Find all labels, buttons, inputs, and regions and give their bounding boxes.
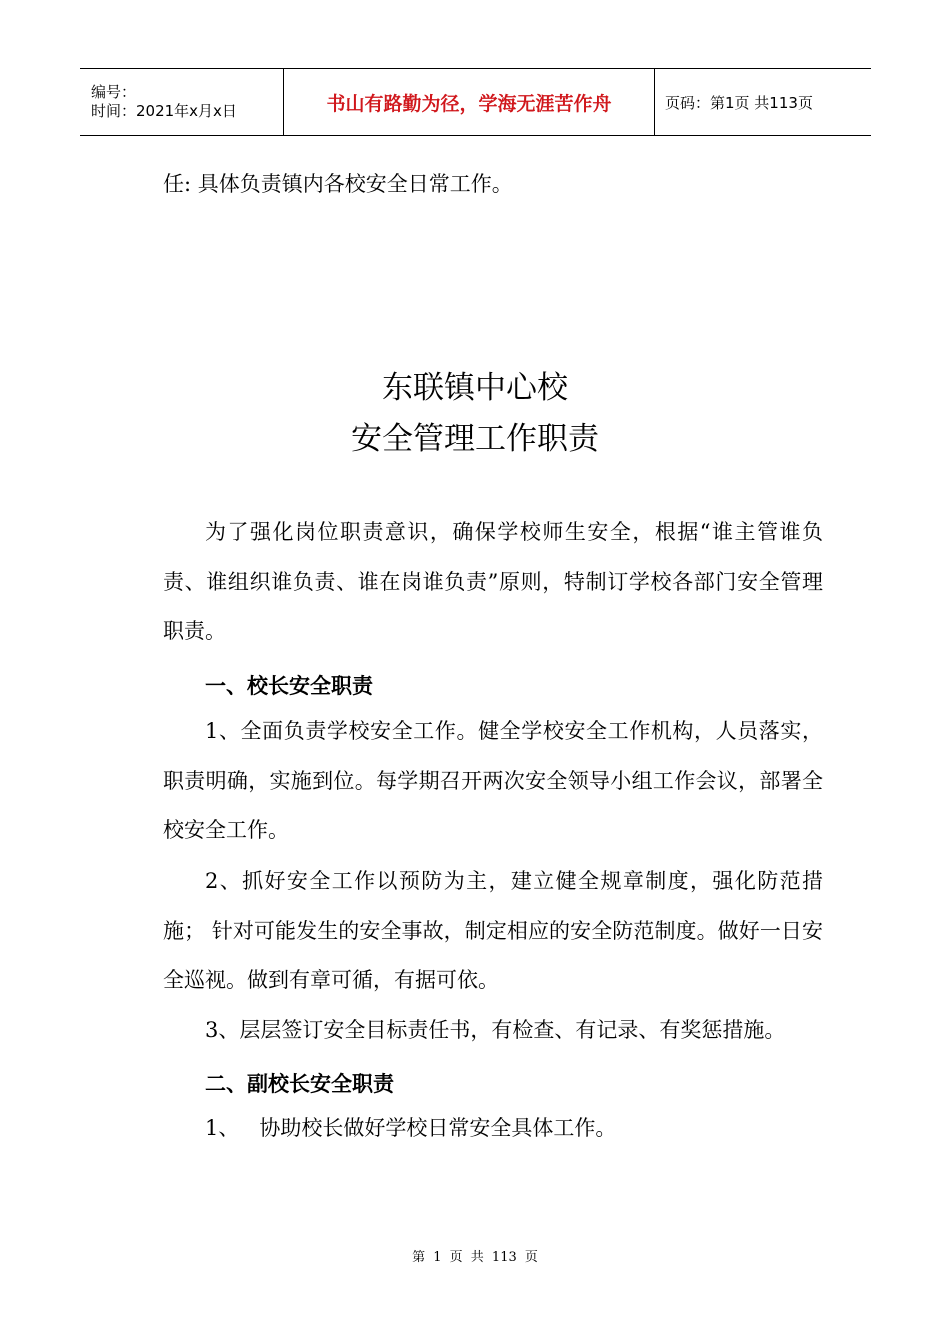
time-label: 时间：2021年x月x日 [91,102,237,120]
intro-paragraph: 为了强化岗位职责意识，确保学校师生安全，根据“谁主管谁负责、谁组织谁负责、谁在岗谁负责”原则，特制订学校各部门安全管理职责。 [163,520,823,643]
section-2-item-1: 1、 协助校长做好学校日常安全具体工作。 [205,1116,617,1140]
number-label: 编号： [91,83,137,101]
section-2-heading: 二、副校长安全职责 [205,1072,394,1096]
continued-line: 任: 具体负责镇内各校安全日常工作。 [163,172,513,196]
header-meta [80,69,283,135]
title-line-2: 安全管理工作职责 [351,421,599,457]
title-line-1: 东联镇中心校 [382,370,568,406]
section-1-item-3: 3、层层签订安全目标责任书，有检查、有记录、有奖惩措施。 [205,1018,786,1042]
header-motto: 书山有路勤为径，学海无涯苦作舟 [283,69,655,135]
section-1-item-1: 1、全面负责学校安全工作。健全学校安全工作机构，人员落实，职责明确，实施到位。每学期召开两次安全领导小组工作会议，部署全校安全工作。 [163,719,823,842]
page-footer: 第 1 页 共 113 页 [412,1250,538,1265]
header-page-info: 页码：第1页 共113页 [665,93,813,112]
section-1-heading: 一、校长安全职责 [205,674,373,698]
document-header [80,68,871,136]
section-1-item-2: 2、抓好安全工作以预防为主，建立健全规章制度，强化防范措施； 针对可能发生的安全事故，制定相应的安全防范制度。做好一日安全巡视。做到有章可循，有据可依。 [163,869,823,992]
